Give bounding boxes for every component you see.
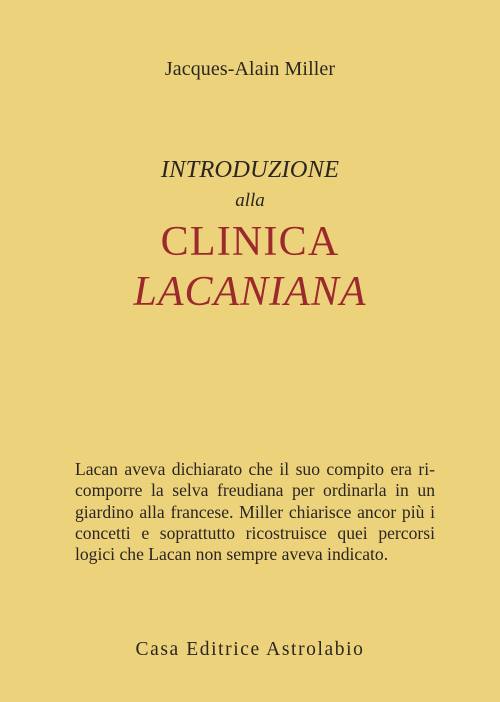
cover-blurb <box>75 459 435 565</box>
publisher-name: Casa Editrice Astrolabio <box>135 639 365 660</box>
author-name: Jacques-Alain Miller <box>164 58 336 80</box>
blurb-line: comporre la selva freudiana per ordinarla in un <box>75 480 435 501</box>
blurb-line: logici che Lacan non sempre aveva indicato. <box>75 544 389 565</box>
title-clinica: CLINICA <box>160 219 340 265</box>
title-introduzione: INTRODUZIONE <box>160 156 340 183</box>
blurb-line: giardino alla francese. Miller chiarisce ancor più i <box>75 501 435 522</box>
title-lacaniana: LACANIANA <box>133 269 367 315</box>
title-connector: alla <box>235 190 265 211</box>
blurb-line: concetti e soprattutto ricostruisce quei percorsi <box>75 522 435 543</box>
blurb-line: Lacan aveva dichiarato che il suo compito era ri- <box>75 459 435 479</box>
